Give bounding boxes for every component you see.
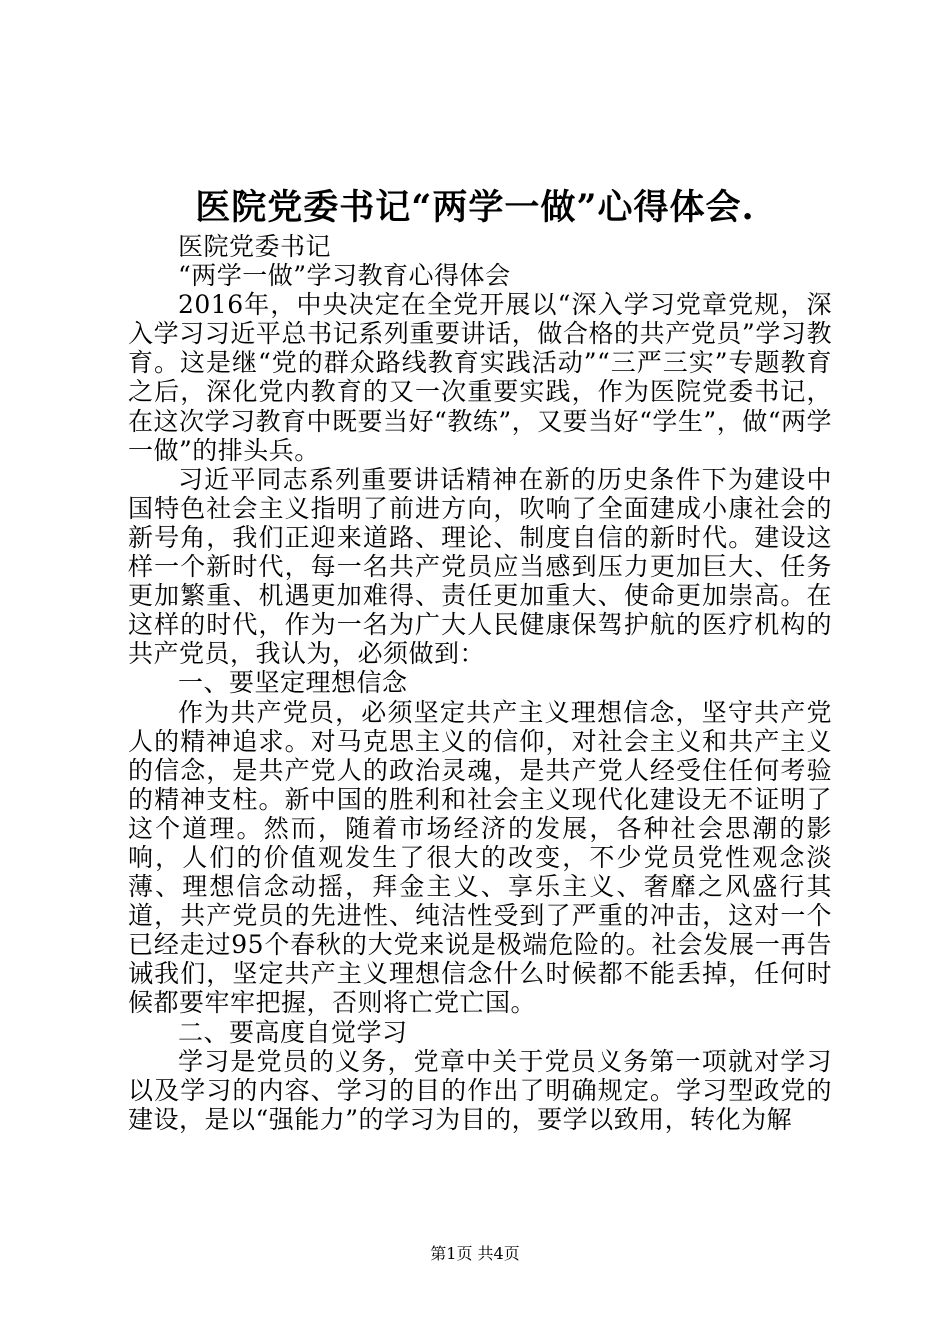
body-paragraph: 习近平同志系列重要讲话精神在新的历史条件下为建设中国特色社会主义指明了前进方向，吹响了全面建成小康社会的新号角，我们正迎来道路、理论、制度自信的新时代。建设这样一个新时代，每一名共产党员应当感到压力更加巨大、任务更加繁重、机遇更加难得、责任更加重大、使命更加崇高。在这样的时代，作为一名为广大人民健康保驾护航的医疗机构的共产党员，我认为，必须做到： (128, 464, 832, 669)
page-footer: 第1页 共4页 (430, 1244, 520, 1263)
section-heading: 二、要高度自觉学习 (178, 1017, 408, 1047)
subtitle-line: “两学一做”学习教育心得体会 (178, 261, 511, 291)
section-heading: 一、要坚定理想信念 (178, 668, 408, 698)
body-paragraph: 2016年，中央决定在全党开展以“深入学习党章党规，深入学习习近平总书记系列重要讲话，做合格的共产党员”学习教育。这是继“党的群众路线教育实践活动”“三严三实”专题教育之后，深化党内教育的又一次重要实践，作为医院党委书记，在这次学习教育中既要当好“教练”，又要当好“学生”，做“两学一做”的排头兵。 (128, 290, 832, 465)
document-body (128, 232, 832, 1134)
author-line: 医院党委书记 (178, 232, 332, 261)
body-paragraph: 作为共产党员，必须坚定共产主义理想信念，坚守共产党人的精神追求。对马克思主义的信仰，对社会主义和共产主义的信念，是共产党人的政治灵魂，是共产党人经受住任何考验的精神支柱。新中国的胜利和社会主义现代化建设无不证明了这个道理。然而，随着市场经济的发展，各种社会思潮的影响，人们的价值观发生了很大的改变，不少党员党性观念淡薄、理想信念动摇，拜金主义、享乐主义、奢靡之风盛行其道，共产党员的先进性、纯洁性受到了严重的冲击，这对一个已经走过95个春秋的大党来说是极端危险的。社会发展一再告诫我们，坚定共产主义理想信念什么时候都不能丢掉，任何时候都要牢牢把握，否则将亡党亡国。 (128, 697, 832, 1018)
body-paragraph: 学习是党员的义务，党章中关于党员义务第一项就对学习以及学习的内容、学习的目的作出了明确规定。学习型政党的建设，是以“强能力”的学习为目的，要学以致用，转化为解 (128, 1046, 832, 1134)
document-title: 医院党委书记“两学一做”心得体会. (195, 187, 755, 228)
